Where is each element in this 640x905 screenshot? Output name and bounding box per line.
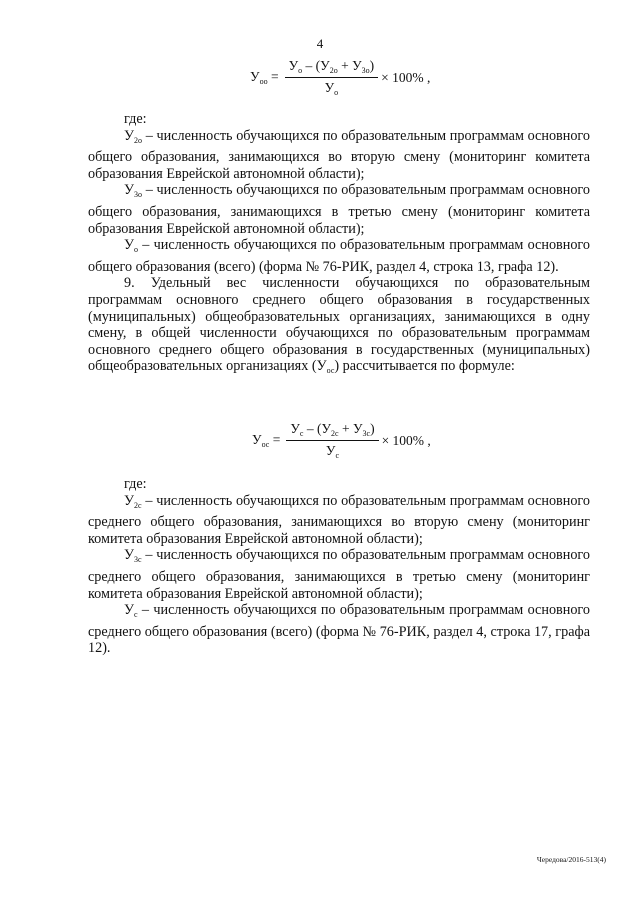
formula-fraction	[286, 421, 378, 460]
formula-numerator: $У_о - (У_{2о} + У_{3о})$	[285, 58, 379, 78]
formula-denominator: $У_о$	[324, 80, 339, 97]
document-reference-footer: Чередова/2016-513(4)	[536, 855, 606, 864]
where-label: где:	[124, 111, 147, 127]
page-number: 4	[316, 36, 324, 51]
definition-y3c: $У_{3с}$ – численность обучающихся по образовательным программам основного среднего общего образования, занимающихся в третью смену (мониторинг комитета образования Еврейской автономной области);	[88, 547, 590, 602]
text-block-basic-general	[88, 111, 590, 380]
definition-y2c: $У_{2с}$ – численность обучающихся по образовательным программам основного среднего общего образования, занимающихся во вторую смену (мониторинг комитета образования Еврейской автономной области);	[88, 492, 590, 547]
formula-numerator: $У_с - (У_{2с} + У_{3с})$	[286, 421, 378, 441]
definition-y3o: $У_{3о}$ – численность обучающихся по образовательным программам основного общего образования, занимающихся в третью смену (мониторинг комитета образования Еврейской автономной области);	[88, 182, 590, 237]
formula-multiplier: × 100% ,	[381, 432, 431, 448]
formula-denominator: $У_с$	[325, 443, 339, 460]
definition-yc: $У_с$ – численность обучающихся по образовательным программам основного среднего общего образования (всего) (форма № 76-РИК, раздел 4, строка 17, графа 12).	[88, 602, 590, 657]
formula-lhs: $У_{оо}$ =	[250, 69, 279, 86]
definition-y2o: $У_{2о}$ – численность обучающихся по образовательным программам основного общего образования, занимающихся во вторую смену (мониторинг комитета образования Еврейской автономной области);	[88, 127, 590, 182]
formula-lhs: $У_{ос}$ =	[252, 432, 281, 449]
where-label: где:	[124, 476, 147, 492]
text-block-secondary-general	[88, 476, 590, 657]
definition-yo: $У_о$ – численность обучающихся по образовательным программам основного общего образования (всего) (форма № 76-РИК, раздел 4, строка 13, графа 12).	[88, 237, 590, 275]
formula-share-basic-general	[250, 58, 430, 97]
formula-share-secondary-general	[252, 421, 431, 460]
formula-fraction	[285, 58, 379, 97]
formula-multiplier: × 100% ,	[381, 69, 431, 85]
paragraph-9: 9. Удельный вес численности обучающихся по образовательным программам основного среднего общего образования в государственных (муниципальных) общеобразовательных организациях, занимающихся в одну смену, в общей численности обучающихся по образовательным программам основного среднего общего образования в государственных (муниципальных) общеобразовательных организациях $(У_{ос})$ рассчитывается по формуле:	[88, 275, 590, 376]
